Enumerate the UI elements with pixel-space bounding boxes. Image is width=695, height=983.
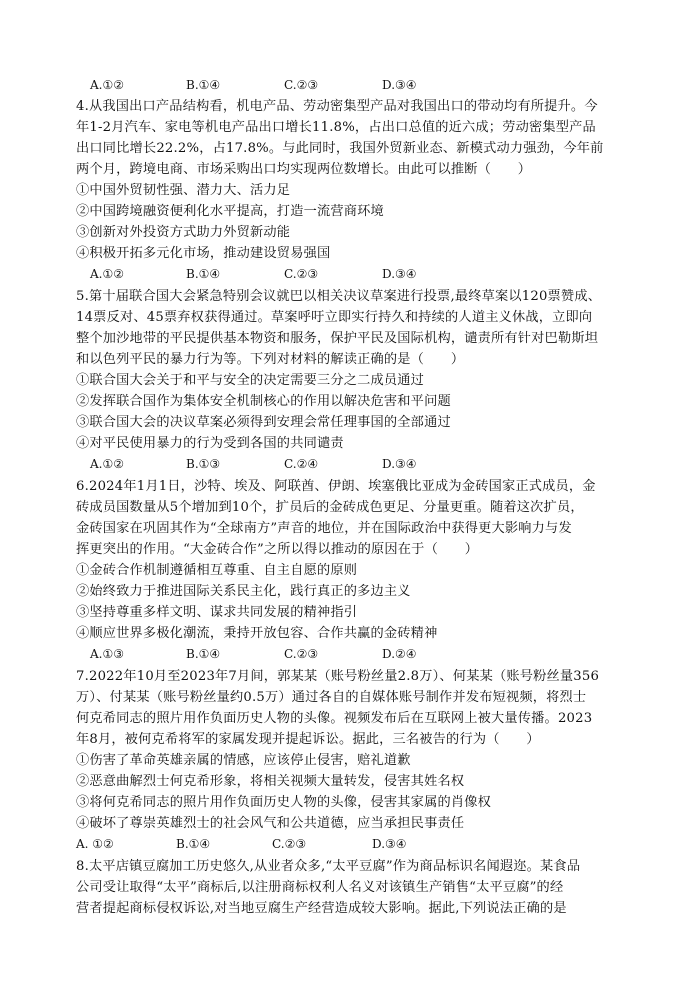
q4-stem-line-3: 出口同比增长22.2%，占17.8%。与此同时，我国外贸新业态、新模式动力强劲，今年前 — [76, 141, 604, 156]
q5-option-b: B.①③ — [186, 457, 221, 471]
q4-item-1: ①中国外贸韧性强、潜力大、活力足 — [76, 183, 291, 198]
q6-item-1: ①金砖合作机制遵循相互尊重、自主自愿的原则 — [76, 563, 358, 578]
q3-option-d: D.③④ — [382, 78, 417, 92]
q7-stem-line-1: 7.2022年10月至2023年7月间，郭某某（账号粉丝量2.8万）、何某某（账号粉丝量356 — [76, 669, 600, 684]
q3-option-a: A.①② — [90, 78, 124, 92]
q5-item-3: ③联合国大会的决议草案必须得到安理会常任理事国的全部通过 — [76, 415, 451, 430]
q4-stem-line-1: 4.从我国出口产品结构看，机电产品、劳动密集型产品对我国出口的带动均有所提升。今 — [76, 99, 598, 114]
q5-stem-line-3: 整个加沙地带的平民提供基本物资和服务，保护平民及国际机构，谴责所有针对巴勒斯坦 — [76, 331, 599, 346]
q6-option-d: D.②④ — [382, 647, 417, 661]
q3-option-b: B.①④ — [186, 78, 221, 92]
q4-option-b: B.①④ — [186, 267, 221, 281]
q5-option-d: D.③④ — [382, 457, 417, 471]
q4-item-3: ③创新对外投资方式助力外贸新动能 — [76, 225, 291, 240]
q6-stem-line-3: 金砖国家在巩固其作为“全球南方”声音的地位，并在国际政治中获得更大影响力与发 — [76, 521, 572, 536]
q5-stem-line-2: 14票反对、45票弃权获得通过。草案呼吁立即实行持久和持续的人道主义休战，立即向 — [76, 310, 593, 325]
q4-item-4: ④积极开拓多元化市场，推动建设贸易强国 — [76, 246, 331, 261]
q4-item-2: ②中国跨境融资便利化水平提高，打造一流营商环境 — [76, 204, 384, 219]
q7-stem-line-2: 万）、付某某（账号粉丝量约0.5万）通过各自的自媒体账号制作并发布短视频，将烈士 — [76, 690, 587, 705]
q6-stem-line-1: 6.2024年1月1日，沙特、埃及、阿联酋、伊朗、埃塞俄比亚成为金砖国家正式成员，金 — [76, 479, 596, 494]
q4-option-d: D.③④ — [382, 267, 417, 281]
q7-option-d: D.③④ — [372, 837, 407, 851]
q7-option-b: B.①④ — [176, 837, 211, 851]
q7-item-3: ③将何克希同志的照片用作负面历史人物的头像，侵害其家属的肖像权 — [76, 795, 492, 810]
q3-option-c: C.②③ — [284, 78, 319, 92]
q6-stem-line-2: 砖成员国数量从5个增加到10个，扩员后的金砖成色更足、分量更重。随着这次扩员， — [76, 500, 584, 515]
q7-stem-line-3: 何克希同志的照片用作负面历史人物的头像。视频发布后在互联网上被大量传播。2023 — [76, 711, 593, 726]
q4-stem-line-4: 两个月，跨境电商、市场采购出口均实现两位数增长。由此可以推断（ ） — [76, 162, 532, 177]
q6-option-c: C.②③ — [284, 647, 319, 661]
q7-item-1: ①伤害了革命英雄亲属的情感，应该停止侵害，赔礼道歉 — [76, 753, 411, 768]
q4-option-a: A.①② — [90, 267, 124, 281]
q6-stem-line-4: 挥更突出的作用。“大金砖合作”之所以得以推动的原因在于（ ） — [76, 542, 479, 557]
q5-option-c: C.②④ — [284, 457, 319, 471]
q5-item-4: ④对平民使用暴力的行为受到各国的共同谴责 — [76, 436, 344, 451]
q6-option-a: A.①③ — [90, 647, 124, 661]
q7-option-c: C.②③ — [272, 837, 307, 851]
q5-item-2: ②发挥联合国作为集体安全机制核心的作用以解决危害和平问题 — [76, 394, 451, 409]
q8-stem-line-1: 8.太平店镇豆腐加工历史悠久,从业者众多,“太平豆腐”作为商品标识名闻遐迩。某食品 — [76, 859, 581, 874]
q7-item-4: ④破坏了尊崇英雄烈士的社会风气和公共道德，应当承担民事责任 — [76, 816, 465, 831]
q6-option-b: B.①④ — [186, 647, 221, 661]
q7-option-a: A. ①② — [76, 837, 114, 851]
q4-option-c: C.②③ — [284, 267, 319, 281]
q5-option-a: A.①② — [90, 457, 124, 471]
q4-stem-line-2: 年1-2月汽车、家电等机电产品出口增长11.8%，占出口总值的近六成；劳动密集型产品 — [76, 120, 596, 135]
q5-stem-line-4: 和以色列平民的暴力行为等。下列对材料的解读正确的是（ ） — [76, 352, 465, 367]
q6-item-2: ②始终致力于推进国际关系民主化，践行真正的多边主义 — [76, 584, 411, 599]
q8-stem-line-3: 营者提起商标侵权诉讼,对当地豆腐生产经营造成较大影响。据此,下列说法正确的是 — [76, 901, 567, 916]
q8-stem-line-2: 公司受让取得“太平”商标后,以注册商标权利人名义对该镇生产销售“太平豆腐”的经 — [76, 880, 564, 895]
q6-item-3: ③坚持尊重多样文明、谋求共同发展的精神指引 — [76, 605, 358, 620]
q7-item-2: ②恶意曲解烈士何克希形象，将相关视频大量转发，侵害其姓名权 — [76, 774, 465, 789]
q5-stem-line-1: 5.第十届联合国大会紧急特别会议就巴以相关决议草案进行投票,最终草案以120票赞成、 — [76, 289, 602, 304]
q5-item-1: ①联合国大会关于和平与安全的决定需要三分之二成员通过 — [76, 373, 425, 388]
q6-item-4: ④顺应世界多极化潮流，秉持开放包容、合作共赢的金砖精神 — [76, 626, 438, 641]
q7-stem-line-4: 年8月，被何克希将军的家属发现并提起诉讼。据此，三名被告的行为（ ） — [76, 732, 540, 747]
